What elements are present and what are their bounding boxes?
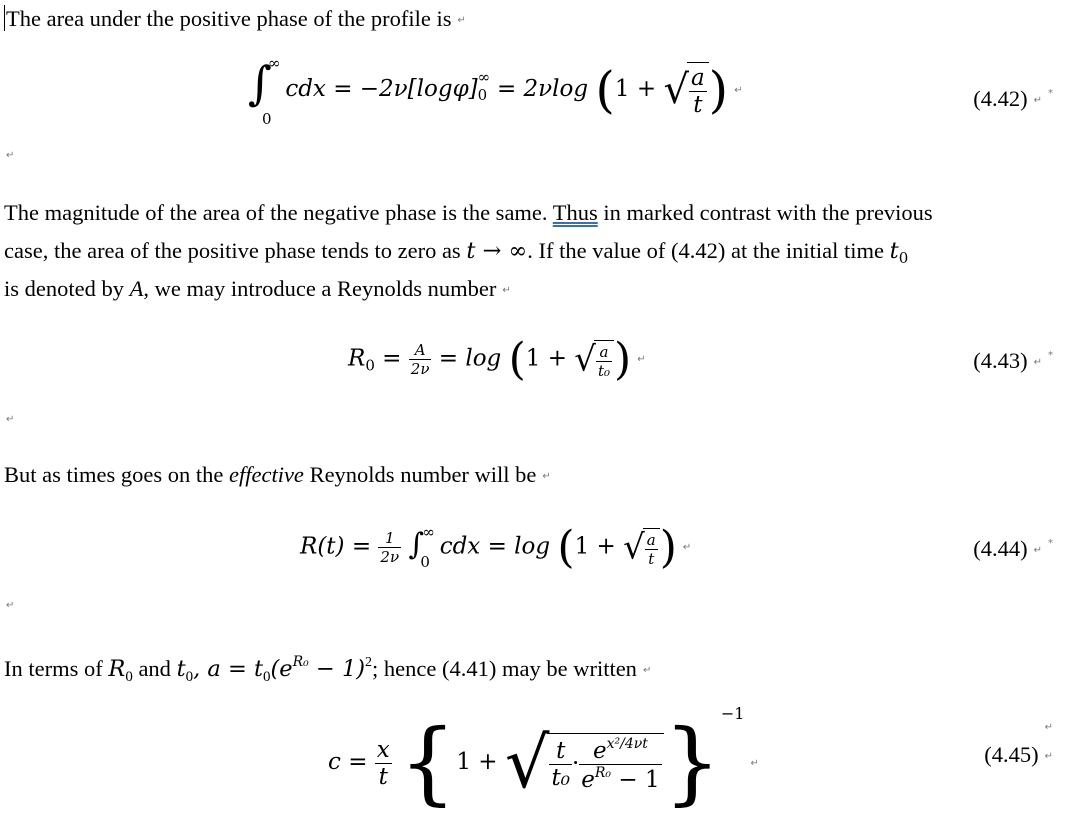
empty-paragraph-mark: ↵: [6, 150, 15, 161]
empty-paragraph-mark: ↵: [6, 414, 15, 425]
equation-number-4-44: (4.44) ↵*: [973, 536, 1053, 561]
integral-sign: ∫ ∞ 0: [248, 54, 281, 128]
text-cursor: [4, 5, 5, 31]
paragraph-2-line-3: is denoted by A, we may introduce a Reynolds number ↵: [4, 276, 511, 301]
paragraph-mark: ↵: [457, 14, 466, 26]
paragraph-1: The area under the positive phase of the profile is ↵: [6, 6, 466, 31]
paragraph-2-line-2: case, the area of the positive phase tends to zero as t → ∞. If the value of (4.42) at the initial time $t_0$: [4, 238, 909, 267]
equation-4-42: ∫ ∞ 0 cdx = −2ν[logφ] ∞ 0 = 2νlog (1 + √ $\frac{a}{t}$ ) ↵: [248, 54, 743, 128]
equation-4-44: R(t) = $\frac{1}{2\nu}$ ∫ ∞ 0 cdx = log (1 + √ $\frac{a}{t}$ ) ↵: [300, 522, 692, 573]
equation-4-43: $R_0$ = $\frac{A}{2\nu}$ = log (1 + √ $\frac{a}{\text{t₀}}$ ) ↵: [348, 334, 646, 385]
integral-sign: ∫ ∞ 0: [408, 522, 435, 571]
equation-4-45: c = $\frac{x}{t}$ {1 + √ $\frac{t}{\text{t₀}}$ · $\frac{e^{x^2/4\nu t}}{e^{R_0} - 1}$ }$^{-1}$↵: [328, 704, 759, 816]
paragraph-3: But as times goes on the effective Reynolds number will be ↵: [4, 462, 551, 487]
paragraph-mark: ↵: [1044, 722, 1053, 733]
equation-number-4-43: (4.43) ↵*: [973, 348, 1053, 373]
paragraph-4: In terms of $R_0$ and $t_0$, $a = t_0(e^{R_0} - 1)^2$; hence (4.41) may be written ↵: [4, 654, 652, 685]
equation-number-4-42: (4.42) ↵*: [973, 86, 1053, 111]
paragraph-2-line-1: The magnitude of the area of the negative phase is the same. Thus in marked contrast with the previous: [4, 200, 933, 225]
spellcheck-word[interactable]: Thus: [552, 200, 598, 225]
empty-paragraph-mark: ↵: [6, 600, 15, 611]
equation-number-4-45: (4.45) ↵: [984, 742, 1053, 767]
